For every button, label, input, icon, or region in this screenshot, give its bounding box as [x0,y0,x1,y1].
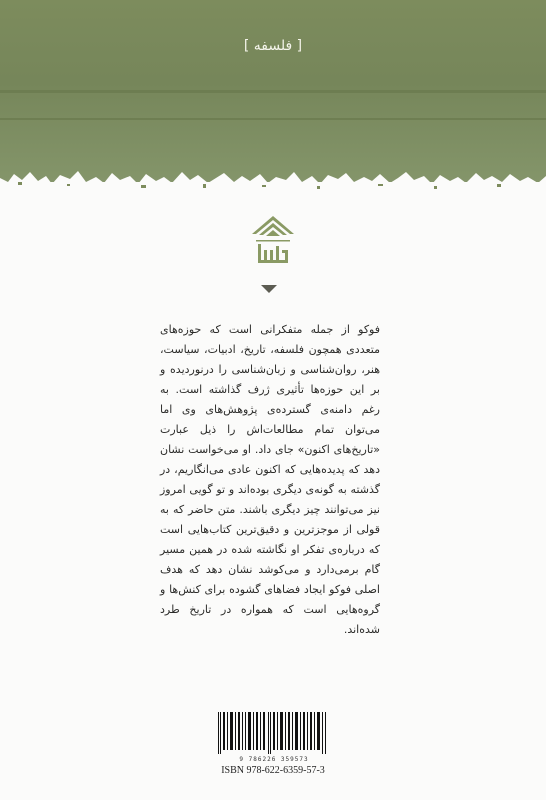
band-stripe [0,118,546,120]
barcode-digits: 9 786226 359573 [239,756,309,763]
torn-paper-edge [0,168,546,196]
synopsis-text: فوکو از جمله متفکرانی است که حوزه‌های متعددی همچون فلسفه، تاریخ، ادبیات، سیاست، هنر، روان‌شناسی و زبان‌شناسی را درنوردیده و بر این حوزه‌ها تأثیری ژرف گذاشته است. به رغم دامنه‌ی گسترده‌ی پژوهش‌های وی اما می‌توان تمام مطالعات‌اش را ذیل عبارت «تاریخ‌های اکنون» جای داد. او می‌خواست نشان دهد که پدیده‌هایی که اکنون عادی می‌انگاریم، در گذشته به گونه‌ی دیگری بوده‌اند و تو گویی امروز نیز می‌توانند چیز دیگری باشند. متن حاضر که به قولی از موجزترین و دقیق‌ترین کتاب‌هایی است که درباره‌ی تفکر او نگاشته شده در همین مسیر گام برمی‌دارد و می‌کوشد نشان دهد که هدف اصلی فوکو ایجاد فضاهای گشوده برای کنش‌ها و گروه‌هایی است که همواره در تاریخ طرد شده‌اند. [160,323,380,636]
isbn-barcode [208,710,338,780]
top-color-band [0,0,546,182]
category-label: [ فلسفه ] [243,38,303,54]
arrow-down-icon [261,285,277,293]
band-stripe [0,90,546,93]
barcode-icon [218,712,328,754]
publisher-logo [250,214,296,270]
isbn-number: ISBN 978-622-6359-57-3 [221,765,325,776]
